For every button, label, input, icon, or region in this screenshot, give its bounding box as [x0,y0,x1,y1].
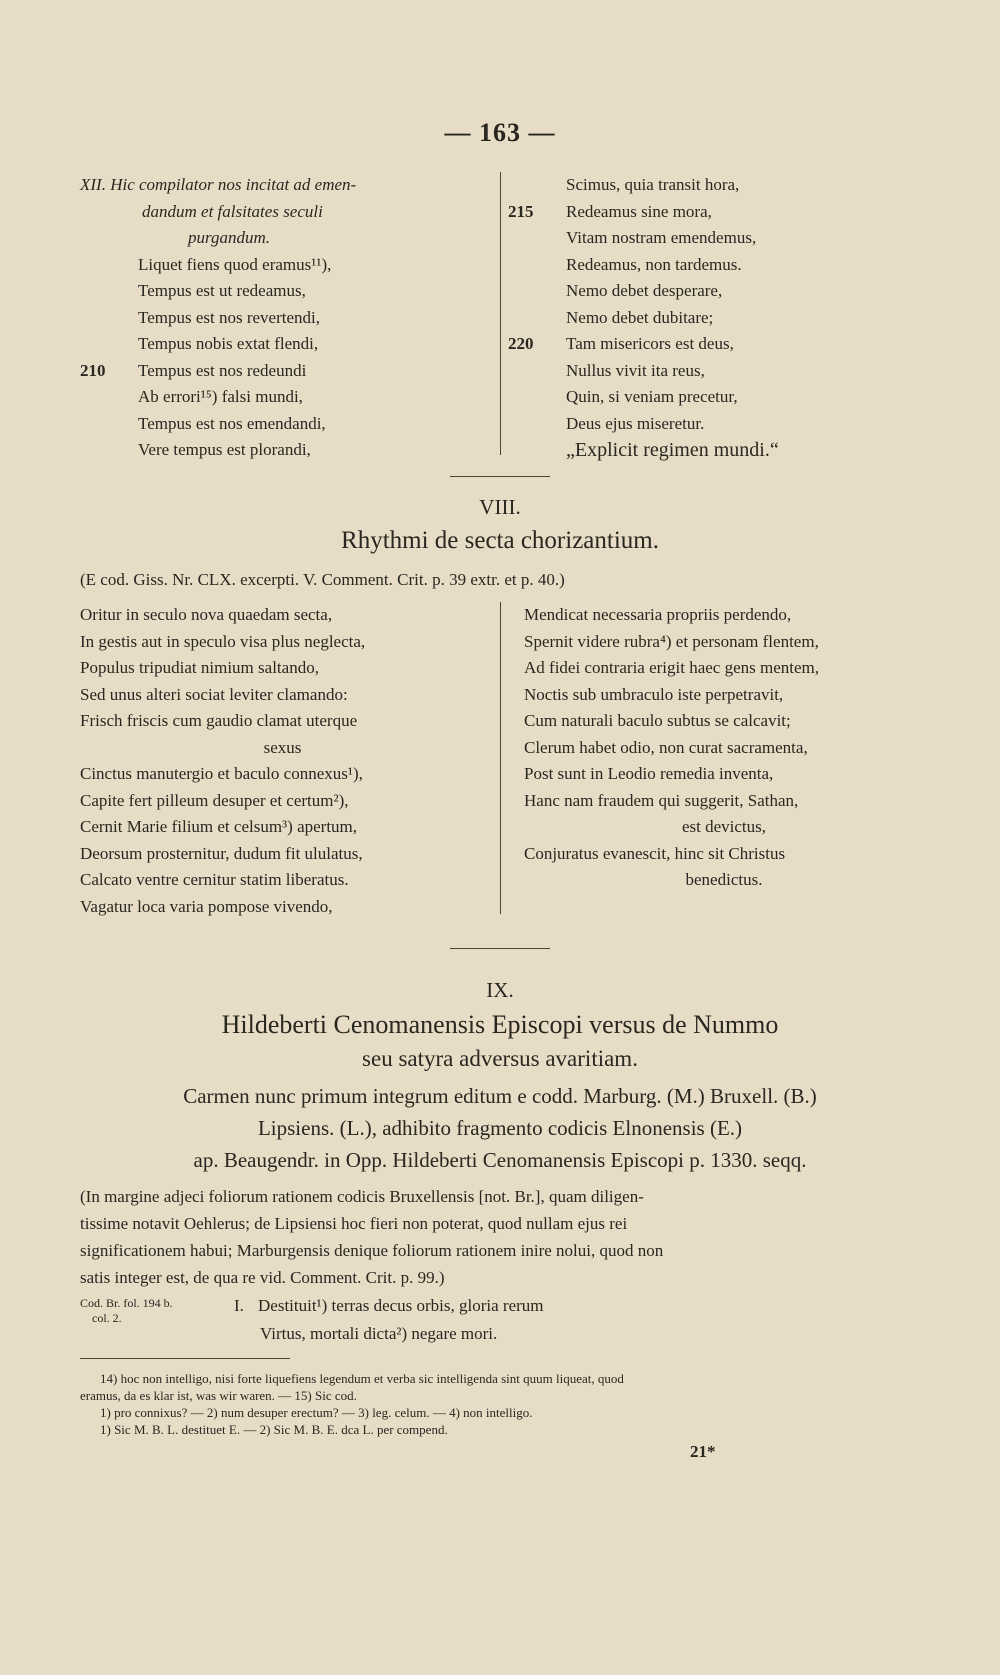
verse-text: Sed unus alteri sociat leviter clamando: [80,684,348,704]
verse-text: Redeamus sine mora, [566,201,712,221]
section-subtitle: ap. Beaugendr. in Opp. Hildeberti Cenomanensis Episcopi p. 1330. seqq. [193,1148,807,1172]
verse-text: Conjuratus evanescit, hinc sit Christus [524,843,786,863]
verse-text: Vagatur loca varia pompose vivendo, [80,896,333,916]
verse-line [80,437,500,464]
column-divider [500,172,501,455]
section-numeral: VIII. [479,495,521,519]
verse-text: Vere tempus est plorandi, [138,440,311,459]
verse-text: Spernit videre rubra⁴) et personam flentem, [524,631,819,651]
verse-text: Cinctus manutergio et baculo connexus¹), [80,764,363,783]
source-note: (E cod. Giss. Nr. CLX. excerpti. V. Comment. Crit. p. 39 extr. et p. 40.) [80,570,565,589]
verse-line [80,788,485,815]
verse-line [508,384,908,411]
verse-line [80,735,485,762]
verse-text: Redeamus, non tardemus. [566,254,742,274]
signature-mark: 21* [690,1442,716,1461]
verse-text: Virtus, mortali dicta²) negare mori. [260,1324,498,1343]
verse-line [508,172,908,199]
verse-text: Clerum habet odio, non curat sacramenta, [524,737,808,757]
editorial-note [80,1183,920,1291]
verse-line [524,655,924,682]
verse-text: Liquet fiens quod eramus¹¹), [138,254,332,274]
note-line: satis integer est, de qua re vid. Comment. Crit. p. 99.) [80,1268,445,1287]
verse-line [80,602,485,629]
verse-number: I. [234,1296,244,1315]
verse-text: Hanc nam fraudem qui suggerit, Sathan, [524,790,799,810]
verse-text: Tempus est ut redeamus, [138,281,306,300]
verse-line [508,411,908,438]
verse-line [524,814,924,841]
section-rule [450,476,550,477]
margin-line: col. 2. [92,1311,122,1325]
verse-text: Quin, si veniam precetur, [566,387,738,406]
verse-line [80,814,485,841]
footnote-line: 1) pro connixus? — 2) num desuper erectum? — 3) leg. celum. — 4) non intelligo. [100,1405,533,1420]
column-divider [500,602,501,914]
verse-line [508,331,908,358]
section-subtitle: Lipsiens. (L.), adhibito fragmento codicis Elnonensis (E.) [257,1116,743,1140]
verse-text: Frisch friscis cum gaudio clamat uterque [80,711,358,730]
verse-text: Cum naturali baculo subtus se calcavit; [524,711,791,730]
verse-text: Scimus, quia transit hora, [566,175,740,194]
verse-line [508,199,908,226]
verse-text: Populus tripudiat nimium saltando, [80,658,319,677]
verse-text: Tam misericors est deus, [566,334,734,353]
verse-text: Deus ejus miseretur. [566,413,705,433]
margin-note [80,1296,173,1326]
page-number: — 163 — [444,118,556,147]
heading-line [80,199,500,226]
verse-line [80,278,500,305]
verse-line [524,708,924,735]
heading-text: dandum et falsitates seculi [142,201,323,221]
section-numeral: IX. [486,978,514,1002]
verse-text: Ab errori¹⁵) falsi mundi, [138,387,303,406]
verse-text: Tempus est nos emendandi, [138,413,326,433]
verse-line [524,788,924,815]
verse-text: Cernit Marie filium et celsum³) apertum, [80,817,358,836]
verse-line [524,629,924,656]
line-number: 210 [80,360,106,380]
verse-line [80,305,500,332]
heading-text: XII. Hic compilator nos incitat ad emen- [80,175,357,194]
verse-line [80,411,500,438]
verse-text: Post sunt in Leodio remedia inventa, [524,764,774,783]
verse-text: Tempus nobis extat flendi, [138,334,319,353]
verse-text: benedictus. [685,870,763,889]
verse-text: Deorsum prosternitur, dudum fit ululatus, [80,843,363,863]
verse-line [80,682,485,709]
verse-line [524,735,924,762]
verse-line [524,867,924,894]
verse-text: Capite fert pilleum desuper et certum²), [80,790,349,810]
footnote-line: eramus, da es klar ist, was wir waren. — 15) Sic cod. [80,1388,357,1403]
verse-text: Oritur in seculo nova quaedam secta, [80,605,333,624]
verse-line [524,682,924,709]
footnote-rule [80,1358,290,1359]
heading-line [80,172,500,199]
section-title: Rhythmi de secta chorizantium. [341,527,659,554]
poem-right-column [508,172,908,464]
footnotes [80,1370,950,1438]
verse-line [80,761,485,788]
verse-text: Destituit¹) terras decus orbis, gloria rerum [258,1296,544,1315]
note-line: tissime notavit Oehlerus; de Lipsiensi hoc fieri non poterat, quod nullam ejus rei [80,1214,628,1233]
verse-text: Nemo debet desperare, [566,281,723,300]
section-rule [450,948,550,949]
margin-line: Cod. Br. fol. 194 b. [80,1296,173,1310]
line-number: 215 [508,201,534,221]
footnote-line: 14) hoc non intelligo, nisi forte liquefiens legendum et verba sic intelligenda sint quum liqueat, quod [100,1371,624,1386]
verse-line [508,278,908,305]
verse-text: Vitam nostram emendemus, [566,228,757,247]
verse-line [508,358,908,385]
verse-text: Tempus est nos redeundi [138,360,307,380]
verse-line [508,437,908,464]
verse-line [80,655,485,682]
section-title: Hildeberti Cenomanensis Episcopi versus de Nummo [221,1010,779,1039]
heading-text: purgandum. [188,228,271,247]
section-title: seu satyra adversus avaritiam. [362,1046,638,1071]
verse-line [80,331,500,358]
verse-line [80,358,500,385]
heading-line [80,225,500,252]
verse-line [508,305,908,332]
verse-line [80,894,485,921]
verse-line [524,841,924,868]
note-line: significationem habui; Marburgensis denique foliorum rationem inire nolui, quod non [80,1241,664,1260]
verse-line [80,629,485,656]
footnote-line: 1) Sic M. B. L. destituet E. — 2) Sic M. B. E. dca L. per compend. [100,1422,448,1437]
verse-line [80,384,500,411]
verse-line [80,841,485,868]
verse-text: Noctis sub umbraculo iste perpetravit, [524,684,784,704]
verse-line [508,225,908,252]
verse-line [524,602,924,629]
verse-line [80,252,500,279]
verse-text: Ad fidei contraria erigit haec gens mentem, [524,658,820,677]
verse-line [508,252,908,279]
line-number: 220 [508,334,534,353]
section-subtitle: Carmen nunc primum integrum editum e codd. Marburg. (M.) Bruxell. (B.) [183,1084,817,1108]
poem-left-column [80,602,485,920]
poem-right-column [524,602,924,894]
verse-text: est devictus, [681,817,767,836]
poem-left-column [80,172,500,464]
verse-line [80,708,485,735]
verse-text: Calcato ventre cernitur statim liberatus. [80,870,349,889]
verse-text: Nemo debet dubitare; [566,307,714,327]
verse-text: In gestis aut in speculo visa plus neglecta, [80,631,366,651]
verse-text: sexus [263,737,302,757]
verse-text: Tempus est nos revertendi, [138,307,320,327]
explicit-text: „Explicit regimen mundi.“ [566,439,779,461]
verse-text: Nullus vivit ita reus, [566,360,705,380]
note-line: (In margine adjeci foliorum rationem codicis Bruxellensis [not. Br.], quam diligen- [80,1187,644,1206]
verse-text: Mendicat necessaria propriis perdendo, [524,605,792,624]
verse-line [80,867,485,894]
verse-line [524,761,924,788]
